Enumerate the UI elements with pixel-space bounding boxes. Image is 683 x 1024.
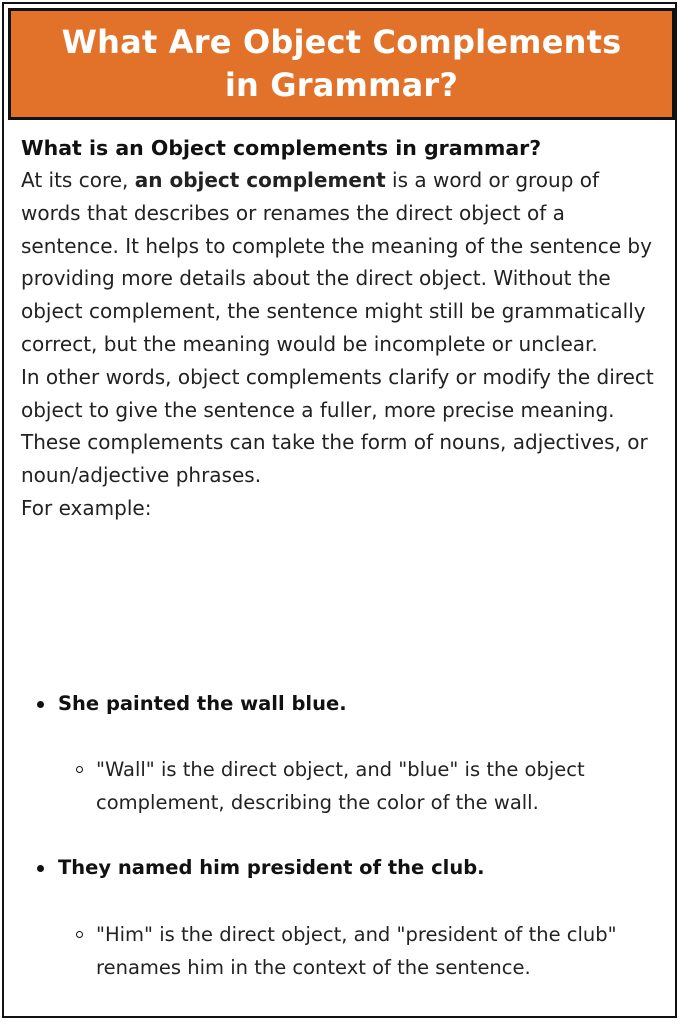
example-explanation: "Him" is the direct object, and "president of the club" renames him in the context of the sentence. (96, 923, 617, 979)
clarify-paragraph: In other words, object complements clarify or modify the direct object to give the sentence a fuller, more precise meaning. These complements can take the form of nouns, adjectives, or noun/adjective phrases. (21, 364, 654, 488)
intro-rest: is a word or group of words that describes or renames the direct object of a sentence. It helps to complete the meaning of the sentence by providing more details about the direct object. Without the object complement, the sentence might still be grammatically correct, but the meaning would be incomplete or unclear. (21, 168, 652, 356)
title-banner (8, 8, 675, 120)
example-sentence: She painted the wall blue. (58, 692, 347, 715)
intro-prefix: At its core, (21, 168, 135, 192)
example-sentence: They named him president of the club. (58, 856, 485, 879)
page-title-line2: in Grammar? (224, 66, 459, 104)
bullet-circle-icon (76, 931, 83, 938)
page-title (62, 21, 622, 107)
article-content (21, 128, 661, 525)
bullet-dot-icon (37, 701, 44, 708)
intro-bold-term: an object complement (134, 168, 386, 192)
example-explanation: "Wall" is the direct object, and "blue" is the object complement, describing the color of the wall. (96, 758, 585, 814)
section-heading: What is an Object complements in grammar? (21, 136, 542, 160)
bullet-dot-icon (37, 865, 44, 872)
intro-paragraph (21, 164, 661, 361)
for-example-label: For example: (21, 495, 152, 520)
page-title-line1: What Are Object Complements (61, 23, 622, 61)
bullet-circle-icon (76, 766, 83, 773)
